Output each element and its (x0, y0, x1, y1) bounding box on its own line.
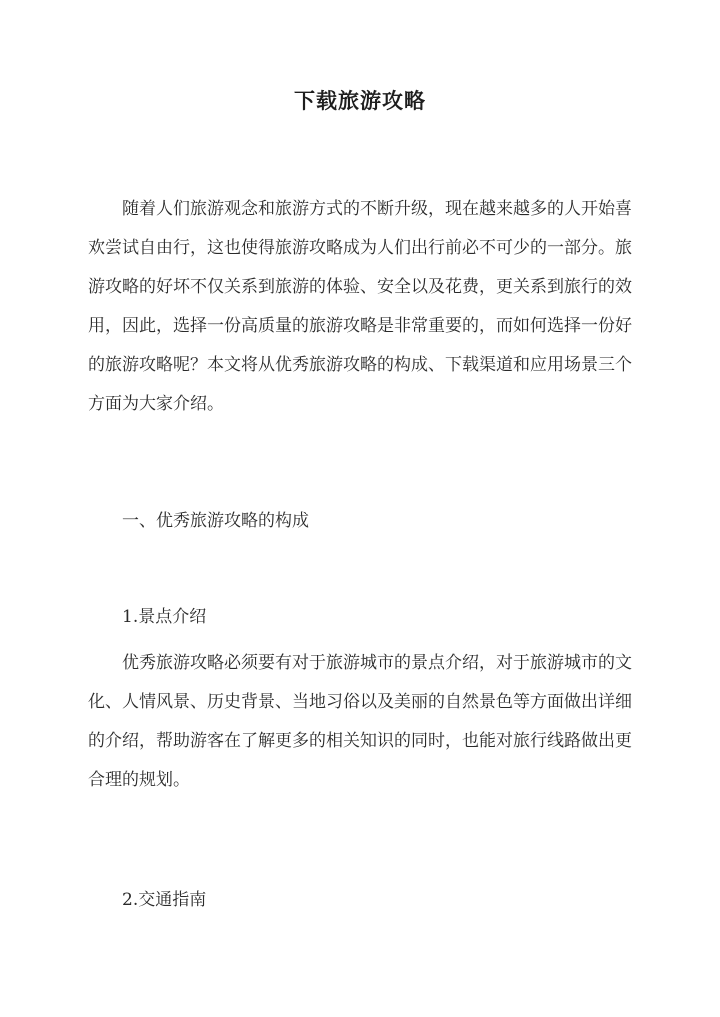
subheading-attractions: 1.景点介绍 (122, 607, 207, 627)
attractions-paragraph: 优秀旅游攻略必须要有对于旅游城市的景点介绍，对于旅游城市的文化、人情风景、历史背景、当地习俗以及美丽的自然景色等方面做出详细的介绍，帮助游客在了解更多的相关知识的同时，也能对旅行线路做出更合理的规划。 (88, 653, 632, 790)
section-heading-composition: 一、优秀旅游攻略的构成 (122, 511, 309, 531)
document-title: 下载旅游攻略 (294, 88, 426, 113)
subheading-transport: 2.交通指南 (122, 890, 207, 910)
intro-paragraph: 随着人们旅游观念和旅游方式的不断升级，现在越来越多的人开始喜欢尝试自由行，这也使得旅游攻略成为人们出行前必不可少的一部分。旅游攻略的好坏不仅关系到旅游的体验、安全以及花费，更关系到旅行的效用，因此，选择一份高质量的旅游攻略是非常重要的，而如何选择一份好的旅游攻略呢？本文将从优秀旅游攻略的构成、下载渠道和应用场景三个方面为大家介绍。 (88, 199, 632, 414)
